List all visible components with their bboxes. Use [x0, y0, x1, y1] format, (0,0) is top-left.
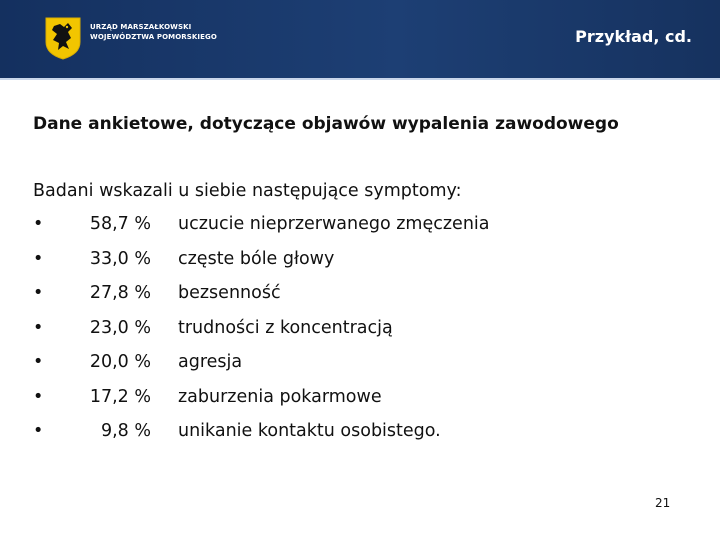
percent-value: 9,8 %	[100, 421, 151, 441]
symptom-label: agresja	[178, 352, 243, 372]
bullet: •	[33, 248, 44, 269]
org-line-2: WOJEWÓDZTWA POMORSKIEGO	[90, 33, 217, 41]
header-bar	[0, 0, 720, 80]
percent-value: 27,8 %	[89, 283, 151, 303]
bullet: •	[33, 317, 44, 338]
bullet: •	[33, 352, 44, 372]
percent-value: 58,7 %	[89, 214, 151, 234]
symptom-label: częste bóle głowy	[178, 248, 335, 269]
intro-text: Badani wskazali u siebie następujące symptomy:	[33, 181, 462, 201]
bullet: •	[33, 214, 44, 234]
percent-value: 33,0 %	[89, 248, 151, 269]
organization-name	[90, 22, 217, 42]
bullet: •	[33, 386, 44, 407]
slide-subtitle: Dane ankietowe, dotyczące objawów wypalenia zawodowego	[33, 114, 619, 134]
page-number: 21	[655, 496, 671, 510]
org-line-1: URZĄD MARSZAŁKOWSKI	[90, 23, 192, 31]
percent-value: 20,0 %	[89, 352, 151, 372]
griffin-coat-of-arms-icon	[44, 16, 82, 60]
symptom-label: bezsenność	[178, 283, 281, 303]
symptom-label: unikanie kontaktu osobistego.	[178, 421, 441, 441]
slide-title: Przykład, cd.	[575, 27, 692, 46]
bullet: •	[33, 283, 44, 303]
symptom-label: trudności z koncentracją	[178, 317, 393, 338]
bullet: •	[33, 421, 44, 441]
symptom-label: zaburzenia pokarmowe	[178, 386, 382, 407]
symptom-label: uczucie nieprzerwanego zmęczenia	[178, 214, 490, 234]
percent-value: 23,0 %	[89, 317, 151, 338]
percent-value: 17,2 %	[89, 386, 151, 407]
